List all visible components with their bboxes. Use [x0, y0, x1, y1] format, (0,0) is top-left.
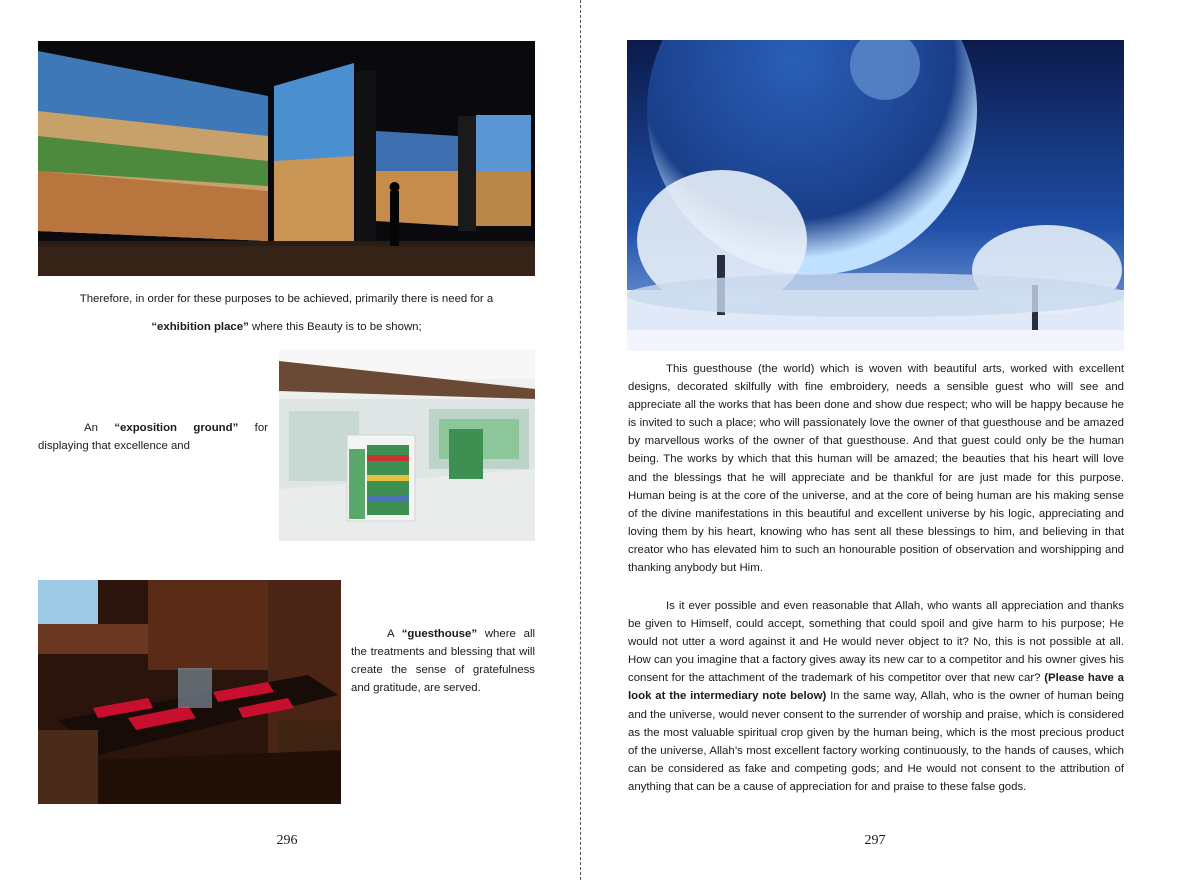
exposition-lead: An — [84, 422, 115, 434]
page-number-right: 297 — [864, 833, 886, 848]
guesthouse-lead: A — [387, 628, 402, 640]
exhibition-caption — [38, 285, 535, 341]
exposition-rest: for displaying that excellence and — [38, 422, 268, 452]
paragraph-allah-appreciation — [628, 597, 1124, 796]
exhibition-place-term: “exhibition place” — [151, 321, 249, 333]
page-divider — [580, 0, 581, 880]
guesthouse-dining-photo — [38, 580, 341, 804]
left-page — [0, 0, 580, 880]
exhibition-hall-photo — [38, 41, 535, 276]
guesthouse-rest: where all the treatments and blessing that will create the sense of gratefulness and gratitude, are served. — [351, 628, 535, 694]
right-page — [582, 0, 1200, 880]
exhibition-caption-line2: where this Beauty is to be shown; — [248, 321, 422, 333]
paragraph-1-text: This guesthouse (the world) which is woven with beautiful arts, worked with excellent designs, decorated skilfully with fine embroidery, needs a sensible guest who will see and appreciate all the works that has been done and show due respect; who will be happy because he is invited to such a place; who will passionately love the owner of that guesthouse and be amazed by marvellous works of the owner of that guesthouse. And that guest could only be the human being. The works by which that this human will be amazed; the beauties that his heart will love and the blessings that he will appreciate and be thankful for are just made for this purpose. Human being is at the core of the universe, and at the core of being human are his making sense of the divine manifestations in this beautiful and excellent universe by his logic, appreciating and loving them by his heart, knowing who has sent all these blessings to him, and believing in that creator who has elevated him to such an honourable position of observation and worshipping and thanking anybody but Him. — [628, 363, 1124, 575]
winter-planet-photo — [627, 40, 1124, 351]
guesthouse-term: “guesthouse” — [401, 628, 478, 640]
paragraph-guesthouse-world — [628, 360, 1124, 577]
guesthouse-caption — [351, 625, 535, 697]
paragraph-2a-text: Is it ever possible and even reasonable that Allah, who wants all appreciation and thanks be given to Himself, could accept, something that could spoil and give harm to his purpose; He would not utter a word against it and He would never object to it? No, this is not possible at all. How can you imagine that a factory gives away its new car to a competitor and his owner gives his consent for the attachment of the trademark of his competitor over that new car? — [628, 600, 1124, 685]
exhibition-caption-line1: Therefore, in order for these purposes to be achieved, primarily there is need for a — [79, 293, 494, 305]
page-number-left: 296 — [276, 833, 298, 848]
paragraph-2b-text: In the same way, Allah, who is the owner of human being and the universe, would never consent to the surrender of worship and praise, which is considered as the most valuable spiritual crop given by the human being, which is the most precious product of the universe, Allah’s most excellent factory working continuously, to the hands of causes, which can be considered as fake and competing gods; and He would not consent to the attribution of anything that can be a cause of appreciation for and praise to these false gods. — [628, 690, 1125, 793]
exposition-store-photo — [279, 349, 535, 541]
exposition-ground-term: “exposition ground” — [114, 422, 239, 434]
intermediary-note-reference: (Please have a look at the intermediary note below) — [628, 672, 1125, 703]
exposition-caption — [38, 419, 268, 455]
